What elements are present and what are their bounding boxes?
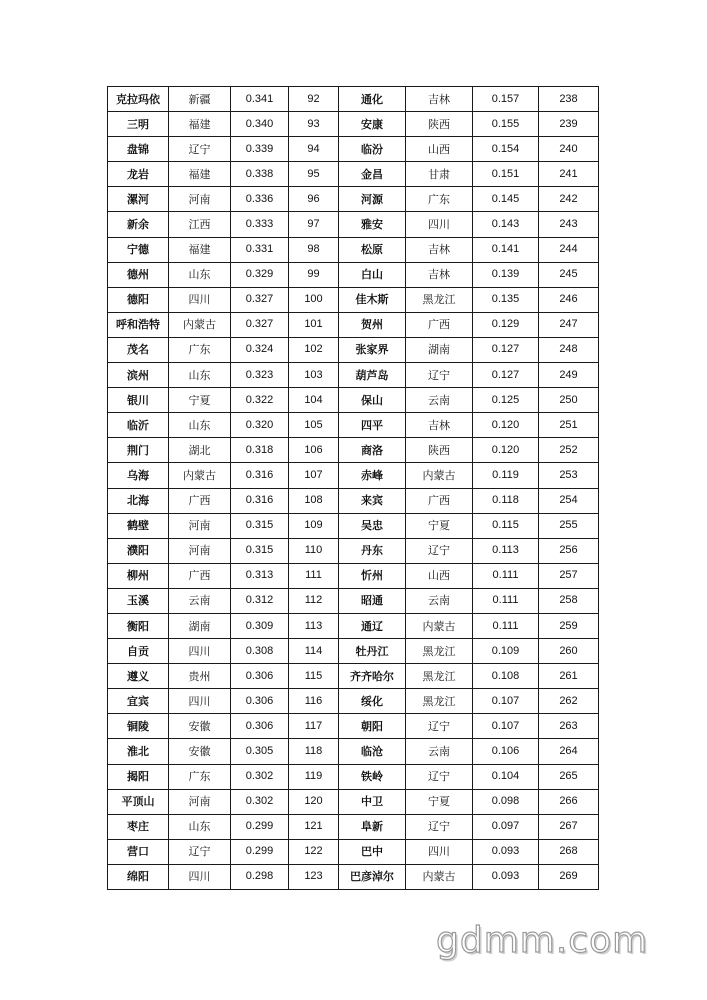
rank-cell: 247 — [539, 312, 599, 337]
score-cell: 0.316 — [231, 463, 289, 488]
rank-cell: 119 — [289, 764, 339, 789]
table-row — [108, 463, 599, 488]
score-cell: 0.113 — [473, 538, 539, 563]
rank-cell: 260 — [539, 639, 599, 664]
rank-cell: 111 — [289, 563, 339, 588]
rank-cell: 114 — [289, 639, 339, 664]
rank-cell: 246 — [539, 287, 599, 312]
province-cell: 江西 — [169, 212, 231, 237]
province-cell: 辽宁 — [169, 839, 231, 864]
score-cell: 0.339 — [231, 137, 289, 162]
score-cell: 0.119 — [473, 463, 539, 488]
score-cell: 0.135 — [473, 287, 539, 312]
city-name-cell: 临汾 — [339, 137, 406, 162]
score-cell: 0.104 — [473, 764, 539, 789]
rank-cell: 117 — [289, 714, 339, 739]
table-row — [108, 588, 599, 613]
table-row — [108, 864, 599, 889]
province-cell: 内蒙古 — [406, 864, 473, 889]
province-cell: 辽宁 — [406, 363, 473, 388]
score-cell: 0.107 — [473, 714, 539, 739]
province-cell: 新疆 — [169, 87, 231, 112]
city-name-cell: 丹东 — [339, 538, 406, 563]
province-cell: 河南 — [169, 187, 231, 212]
score-cell: 0.127 — [473, 363, 539, 388]
province-cell: 贵州 — [169, 664, 231, 689]
city-name-cell: 三明 — [108, 112, 169, 137]
province-cell: 山东 — [169, 262, 231, 287]
province-cell: 广西 — [169, 488, 231, 513]
table-row — [108, 162, 599, 187]
score-cell: 0.323 — [231, 363, 289, 388]
province-cell: 山东 — [169, 413, 231, 438]
score-cell: 0.312 — [231, 588, 289, 613]
rank-cell: 93 — [289, 112, 339, 137]
score-cell: 0.316 — [231, 488, 289, 513]
city-name-cell: 贺州 — [339, 312, 406, 337]
province-cell: 云南 — [406, 388, 473, 413]
rank-cell: 104 — [289, 388, 339, 413]
city-name-cell: 银川 — [108, 388, 169, 413]
province-cell: 湖南 — [406, 337, 473, 362]
city-name-cell: 北海 — [108, 488, 169, 513]
table-row — [108, 764, 599, 789]
rank-cell: 113 — [289, 613, 339, 638]
score-cell: 0.108 — [473, 664, 539, 689]
city-name-cell: 吴忠 — [339, 513, 406, 538]
city-name-cell: 呼和浩特 — [108, 312, 169, 337]
province-cell: 内蒙古 — [169, 312, 231, 337]
city-name-cell: 克拉玛依 — [108, 87, 169, 112]
score-cell: 0.302 — [231, 789, 289, 814]
score-cell: 0.109 — [473, 639, 539, 664]
province-cell: 四川 — [169, 639, 231, 664]
rank-cell: 239 — [539, 112, 599, 137]
province-cell: 四川 — [406, 839, 473, 864]
score-cell: 0.327 — [231, 312, 289, 337]
city-name-cell: 巴彦淖尔 — [339, 864, 406, 889]
city-name-cell: 金昌 — [339, 162, 406, 187]
city-name-cell: 衡阳 — [108, 613, 169, 638]
rank-cell: 121 — [289, 814, 339, 839]
city-name-cell: 通化 — [339, 87, 406, 112]
province-cell: 吉林 — [406, 237, 473, 262]
city-name-cell: 营口 — [108, 839, 169, 864]
score-cell: 0.306 — [231, 714, 289, 739]
rank-cell: 99 — [289, 262, 339, 287]
city-name-cell: 玉溪 — [108, 588, 169, 613]
rank-cell: 110 — [289, 538, 339, 563]
rank-cell: 251 — [539, 413, 599, 438]
city-name-cell: 乌海 — [108, 463, 169, 488]
province-cell: 山西 — [406, 563, 473, 588]
score-cell: 0.333 — [231, 212, 289, 237]
table-row — [108, 87, 599, 112]
rank-cell: 248 — [539, 337, 599, 362]
rank-cell: 94 — [289, 137, 339, 162]
score-cell: 0.097 — [473, 814, 539, 839]
table-row — [108, 363, 599, 388]
province-cell: 吉林 — [406, 413, 473, 438]
score-cell: 0.098 — [473, 789, 539, 814]
province-cell: 黑龙江 — [406, 664, 473, 689]
watermark-logo: gdmm.com — [436, 920, 649, 961]
rank-cell: 100 — [289, 287, 339, 312]
rank-cell: 255 — [539, 513, 599, 538]
table-row — [108, 739, 599, 764]
table-row — [108, 814, 599, 839]
score-cell: 0.315 — [231, 538, 289, 563]
table-row — [108, 413, 599, 438]
city-name-cell: 四平 — [339, 413, 406, 438]
score-cell: 0.322 — [231, 388, 289, 413]
city-name-cell: 盘锦 — [108, 137, 169, 162]
province-cell: 云南 — [406, 588, 473, 613]
score-cell: 0.093 — [473, 864, 539, 889]
rank-cell: 259 — [539, 613, 599, 638]
rank-cell: 102 — [289, 337, 339, 362]
score-cell: 0.129 — [473, 312, 539, 337]
rank-cell: 240 — [539, 137, 599, 162]
province-cell: 内蒙古 — [169, 463, 231, 488]
rank-cell: 257 — [539, 563, 599, 588]
score-cell: 0.118 — [473, 488, 539, 513]
rank-cell: 268 — [539, 839, 599, 864]
province-cell: 四川 — [169, 689, 231, 714]
table-row — [108, 262, 599, 287]
rank-cell: 98 — [289, 237, 339, 262]
city-name-cell: 昭通 — [339, 588, 406, 613]
province-cell: 四川 — [169, 287, 231, 312]
rank-cell: 263 — [539, 714, 599, 739]
rank-cell: 101 — [289, 312, 339, 337]
table-row — [108, 689, 599, 714]
score-cell: 0.313 — [231, 563, 289, 588]
province-cell: 广西 — [169, 563, 231, 588]
city-name-cell: 巴中 — [339, 839, 406, 864]
city-name-cell: 滨州 — [108, 363, 169, 388]
rank-cell: 92 — [289, 87, 339, 112]
city-name-cell: 鹤壁 — [108, 513, 169, 538]
score-cell: 0.093 — [473, 839, 539, 864]
province-cell: 内蒙古 — [406, 613, 473, 638]
city-name-cell: 漯河 — [108, 187, 169, 212]
province-cell: 甘肃 — [406, 162, 473, 187]
province-cell: 吉林 — [406, 262, 473, 287]
city-name-cell: 龙岩 — [108, 162, 169, 187]
city-ranking-table — [107, 86, 599, 890]
city-name-cell: 荆门 — [108, 438, 169, 463]
rank-cell: 269 — [539, 864, 599, 889]
city-name-cell: 绥化 — [339, 689, 406, 714]
city-name-cell: 忻州 — [339, 563, 406, 588]
score-cell: 0.143 — [473, 212, 539, 237]
rank-cell: 254 — [539, 488, 599, 513]
rank-cell: 109 — [289, 513, 339, 538]
rank-cell: 267 — [539, 814, 599, 839]
table-row — [108, 187, 599, 212]
city-name-cell: 揭阳 — [108, 764, 169, 789]
table-row — [108, 789, 599, 814]
rank-cell: 97 — [289, 212, 339, 237]
score-cell: 0.305 — [231, 739, 289, 764]
province-cell: 黑龙江 — [406, 639, 473, 664]
province-cell: 辽宁 — [406, 764, 473, 789]
rank-cell: 103 — [289, 363, 339, 388]
city-name-cell: 白山 — [339, 262, 406, 287]
table-row — [108, 212, 599, 237]
score-cell: 0.327 — [231, 287, 289, 312]
score-cell: 0.324 — [231, 337, 289, 362]
score-cell: 0.145 — [473, 187, 539, 212]
rank-cell: 249 — [539, 363, 599, 388]
province-cell: 广东 — [169, 337, 231, 362]
province-cell: 福建 — [169, 162, 231, 187]
city-name-cell: 铜陵 — [108, 714, 169, 739]
score-cell: 0.299 — [231, 839, 289, 864]
province-cell: 辽宁 — [406, 814, 473, 839]
table-row — [108, 513, 599, 538]
city-name-cell: 绵阳 — [108, 864, 169, 889]
province-cell: 宁夏 — [169, 388, 231, 413]
province-cell: 云南 — [406, 739, 473, 764]
score-cell: 0.120 — [473, 413, 539, 438]
score-cell: 0.315 — [231, 513, 289, 538]
score-cell: 0.329 — [231, 262, 289, 287]
province-cell: 辽宁 — [169, 137, 231, 162]
rank-cell: 244 — [539, 237, 599, 262]
province-cell: 宁夏 — [406, 513, 473, 538]
score-cell: 0.302 — [231, 764, 289, 789]
score-cell: 0.157 — [473, 87, 539, 112]
province-cell: 河南 — [169, 513, 231, 538]
rank-cell: 122 — [289, 839, 339, 864]
province-cell: 广西 — [406, 488, 473, 513]
score-cell: 0.155 — [473, 112, 539, 137]
rank-cell: 105 — [289, 413, 339, 438]
city-name-cell: 葫芦岛 — [339, 363, 406, 388]
score-cell: 0.306 — [231, 664, 289, 689]
rank-cell: 112 — [289, 588, 339, 613]
score-cell: 0.139 — [473, 262, 539, 287]
city-name-cell: 赤峰 — [339, 463, 406, 488]
rank-cell: 245 — [539, 262, 599, 287]
city-name-cell: 商洛 — [339, 438, 406, 463]
score-cell: 0.306 — [231, 689, 289, 714]
province-cell: 河南 — [169, 789, 231, 814]
province-cell: 黑龙江 — [406, 689, 473, 714]
rank-cell: 264 — [539, 739, 599, 764]
table-row — [108, 438, 599, 463]
score-cell: 0.154 — [473, 137, 539, 162]
city-name-cell: 中卫 — [339, 789, 406, 814]
rank-cell: 96 — [289, 187, 339, 212]
rank-cell: 261 — [539, 664, 599, 689]
province-cell: 黑龙江 — [406, 287, 473, 312]
score-cell: 0.331 — [231, 237, 289, 262]
province-cell: 湖北 — [169, 438, 231, 463]
city-name-cell: 来宾 — [339, 488, 406, 513]
table-row — [108, 714, 599, 739]
province-cell: 四川 — [406, 212, 473, 237]
score-cell: 0.340 — [231, 112, 289, 137]
province-cell: 吉林 — [406, 87, 473, 112]
city-name-cell: 遵义 — [108, 664, 169, 689]
rank-cell: 106 — [289, 438, 339, 463]
rank-cell: 243 — [539, 212, 599, 237]
province-cell: 福建 — [169, 237, 231, 262]
score-cell: 0.336 — [231, 187, 289, 212]
province-cell: 福建 — [169, 112, 231, 137]
score-cell: 0.141 — [473, 237, 539, 262]
city-name-cell: 安康 — [339, 112, 406, 137]
province-cell: 辽宁 — [406, 538, 473, 563]
province-cell: 山东 — [169, 814, 231, 839]
table-row — [108, 563, 599, 588]
rank-cell: 116 — [289, 689, 339, 714]
city-name-cell: 铁岭 — [339, 764, 406, 789]
city-name-cell: 临沧 — [339, 739, 406, 764]
city-name-cell: 德州 — [108, 262, 169, 287]
rank-cell: 241 — [539, 162, 599, 187]
table-row — [108, 664, 599, 689]
rank-cell: 262 — [539, 689, 599, 714]
rank-cell: 256 — [539, 538, 599, 563]
score-cell: 0.298 — [231, 864, 289, 889]
score-cell: 0.111 — [473, 588, 539, 613]
province-cell: 广东 — [169, 764, 231, 789]
city-name-cell: 佳木斯 — [339, 287, 406, 312]
score-cell: 0.309 — [231, 613, 289, 638]
city-name-cell: 自贡 — [108, 639, 169, 664]
score-cell: 0.120 — [473, 438, 539, 463]
rank-cell: 266 — [539, 789, 599, 814]
province-cell: 安徽 — [169, 739, 231, 764]
score-cell: 0.115 — [473, 513, 539, 538]
city-name-cell: 平顶山 — [108, 789, 169, 814]
table-row — [108, 237, 599, 262]
province-cell: 山东 — [169, 363, 231, 388]
table-row — [108, 388, 599, 413]
province-cell: 宁夏 — [406, 789, 473, 814]
city-name-cell: 新余 — [108, 212, 169, 237]
table-row — [108, 137, 599, 162]
city-name-cell: 河源 — [339, 187, 406, 212]
score-cell: 0.127 — [473, 337, 539, 362]
city-name-cell: 枣庄 — [108, 814, 169, 839]
table-row — [108, 287, 599, 312]
city-name-cell: 茂名 — [108, 337, 169, 362]
city-name-cell: 牡丹江 — [339, 639, 406, 664]
score-cell: 0.318 — [231, 438, 289, 463]
city-name-cell: 雅安 — [339, 212, 406, 237]
score-cell: 0.107 — [473, 689, 539, 714]
score-cell: 0.308 — [231, 639, 289, 664]
rank-cell: 265 — [539, 764, 599, 789]
rank-cell: 258 — [539, 588, 599, 613]
city-name-cell: 张家界 — [339, 337, 406, 362]
province-cell: 河南 — [169, 538, 231, 563]
city-name-cell: 濮阳 — [108, 538, 169, 563]
city-name-cell: 通辽 — [339, 613, 406, 638]
province-cell: 辽宁 — [406, 714, 473, 739]
city-name-cell: 松原 — [339, 237, 406, 262]
score-cell: 0.151 — [473, 162, 539, 187]
city-name-cell: 宁德 — [108, 237, 169, 262]
rank-cell: 252 — [539, 438, 599, 463]
city-name-cell: 齐齐哈尔 — [339, 664, 406, 689]
score-cell: 0.299 — [231, 814, 289, 839]
city-name-cell: 宜宾 — [108, 689, 169, 714]
score-cell: 0.125 — [473, 388, 539, 413]
province-cell: 安徽 — [169, 714, 231, 739]
province-cell: 山西 — [406, 137, 473, 162]
province-cell: 云南 — [169, 588, 231, 613]
city-name-cell: 临沂 — [108, 413, 169, 438]
rank-cell: 242 — [539, 187, 599, 212]
city-name-cell: 朝阳 — [339, 714, 406, 739]
score-cell: 0.320 — [231, 413, 289, 438]
rank-cell: 238 — [539, 87, 599, 112]
province-cell: 内蒙古 — [406, 463, 473, 488]
rank-cell: 253 — [539, 463, 599, 488]
city-name-cell: 淮北 — [108, 739, 169, 764]
score-cell: 0.106 — [473, 739, 539, 764]
rank-cell: 120 — [289, 789, 339, 814]
table-body — [108, 87, 599, 890]
rank-cell: 115 — [289, 664, 339, 689]
table-row — [108, 839, 599, 864]
score-cell: 0.111 — [473, 613, 539, 638]
rank-cell: 107 — [289, 463, 339, 488]
city-name-cell: 德阳 — [108, 287, 169, 312]
city-name-cell: 保山 — [339, 388, 406, 413]
score-cell: 0.111 — [473, 563, 539, 588]
table-row — [108, 337, 599, 362]
city-name-cell: 柳州 — [108, 563, 169, 588]
province-cell: 陕西 — [406, 438, 473, 463]
province-cell: 四川 — [169, 864, 231, 889]
table-row — [108, 538, 599, 563]
province-cell: 广东 — [406, 187, 473, 212]
table-row — [108, 639, 599, 664]
score-cell: 0.338 — [231, 162, 289, 187]
table-row — [108, 613, 599, 638]
table-row — [108, 312, 599, 337]
rank-cell: 95 — [289, 162, 339, 187]
table-row — [108, 488, 599, 513]
table-row — [108, 112, 599, 137]
province-cell: 湖南 — [169, 613, 231, 638]
rank-cell: 250 — [539, 388, 599, 413]
city-name-cell: 阜新 — [339, 814, 406, 839]
province-cell: 广西 — [406, 312, 473, 337]
province-cell: 陕西 — [406, 112, 473, 137]
rank-cell: 118 — [289, 739, 339, 764]
score-cell: 0.341 — [231, 87, 289, 112]
rank-cell: 123 — [289, 864, 339, 889]
rank-cell: 108 — [289, 488, 339, 513]
